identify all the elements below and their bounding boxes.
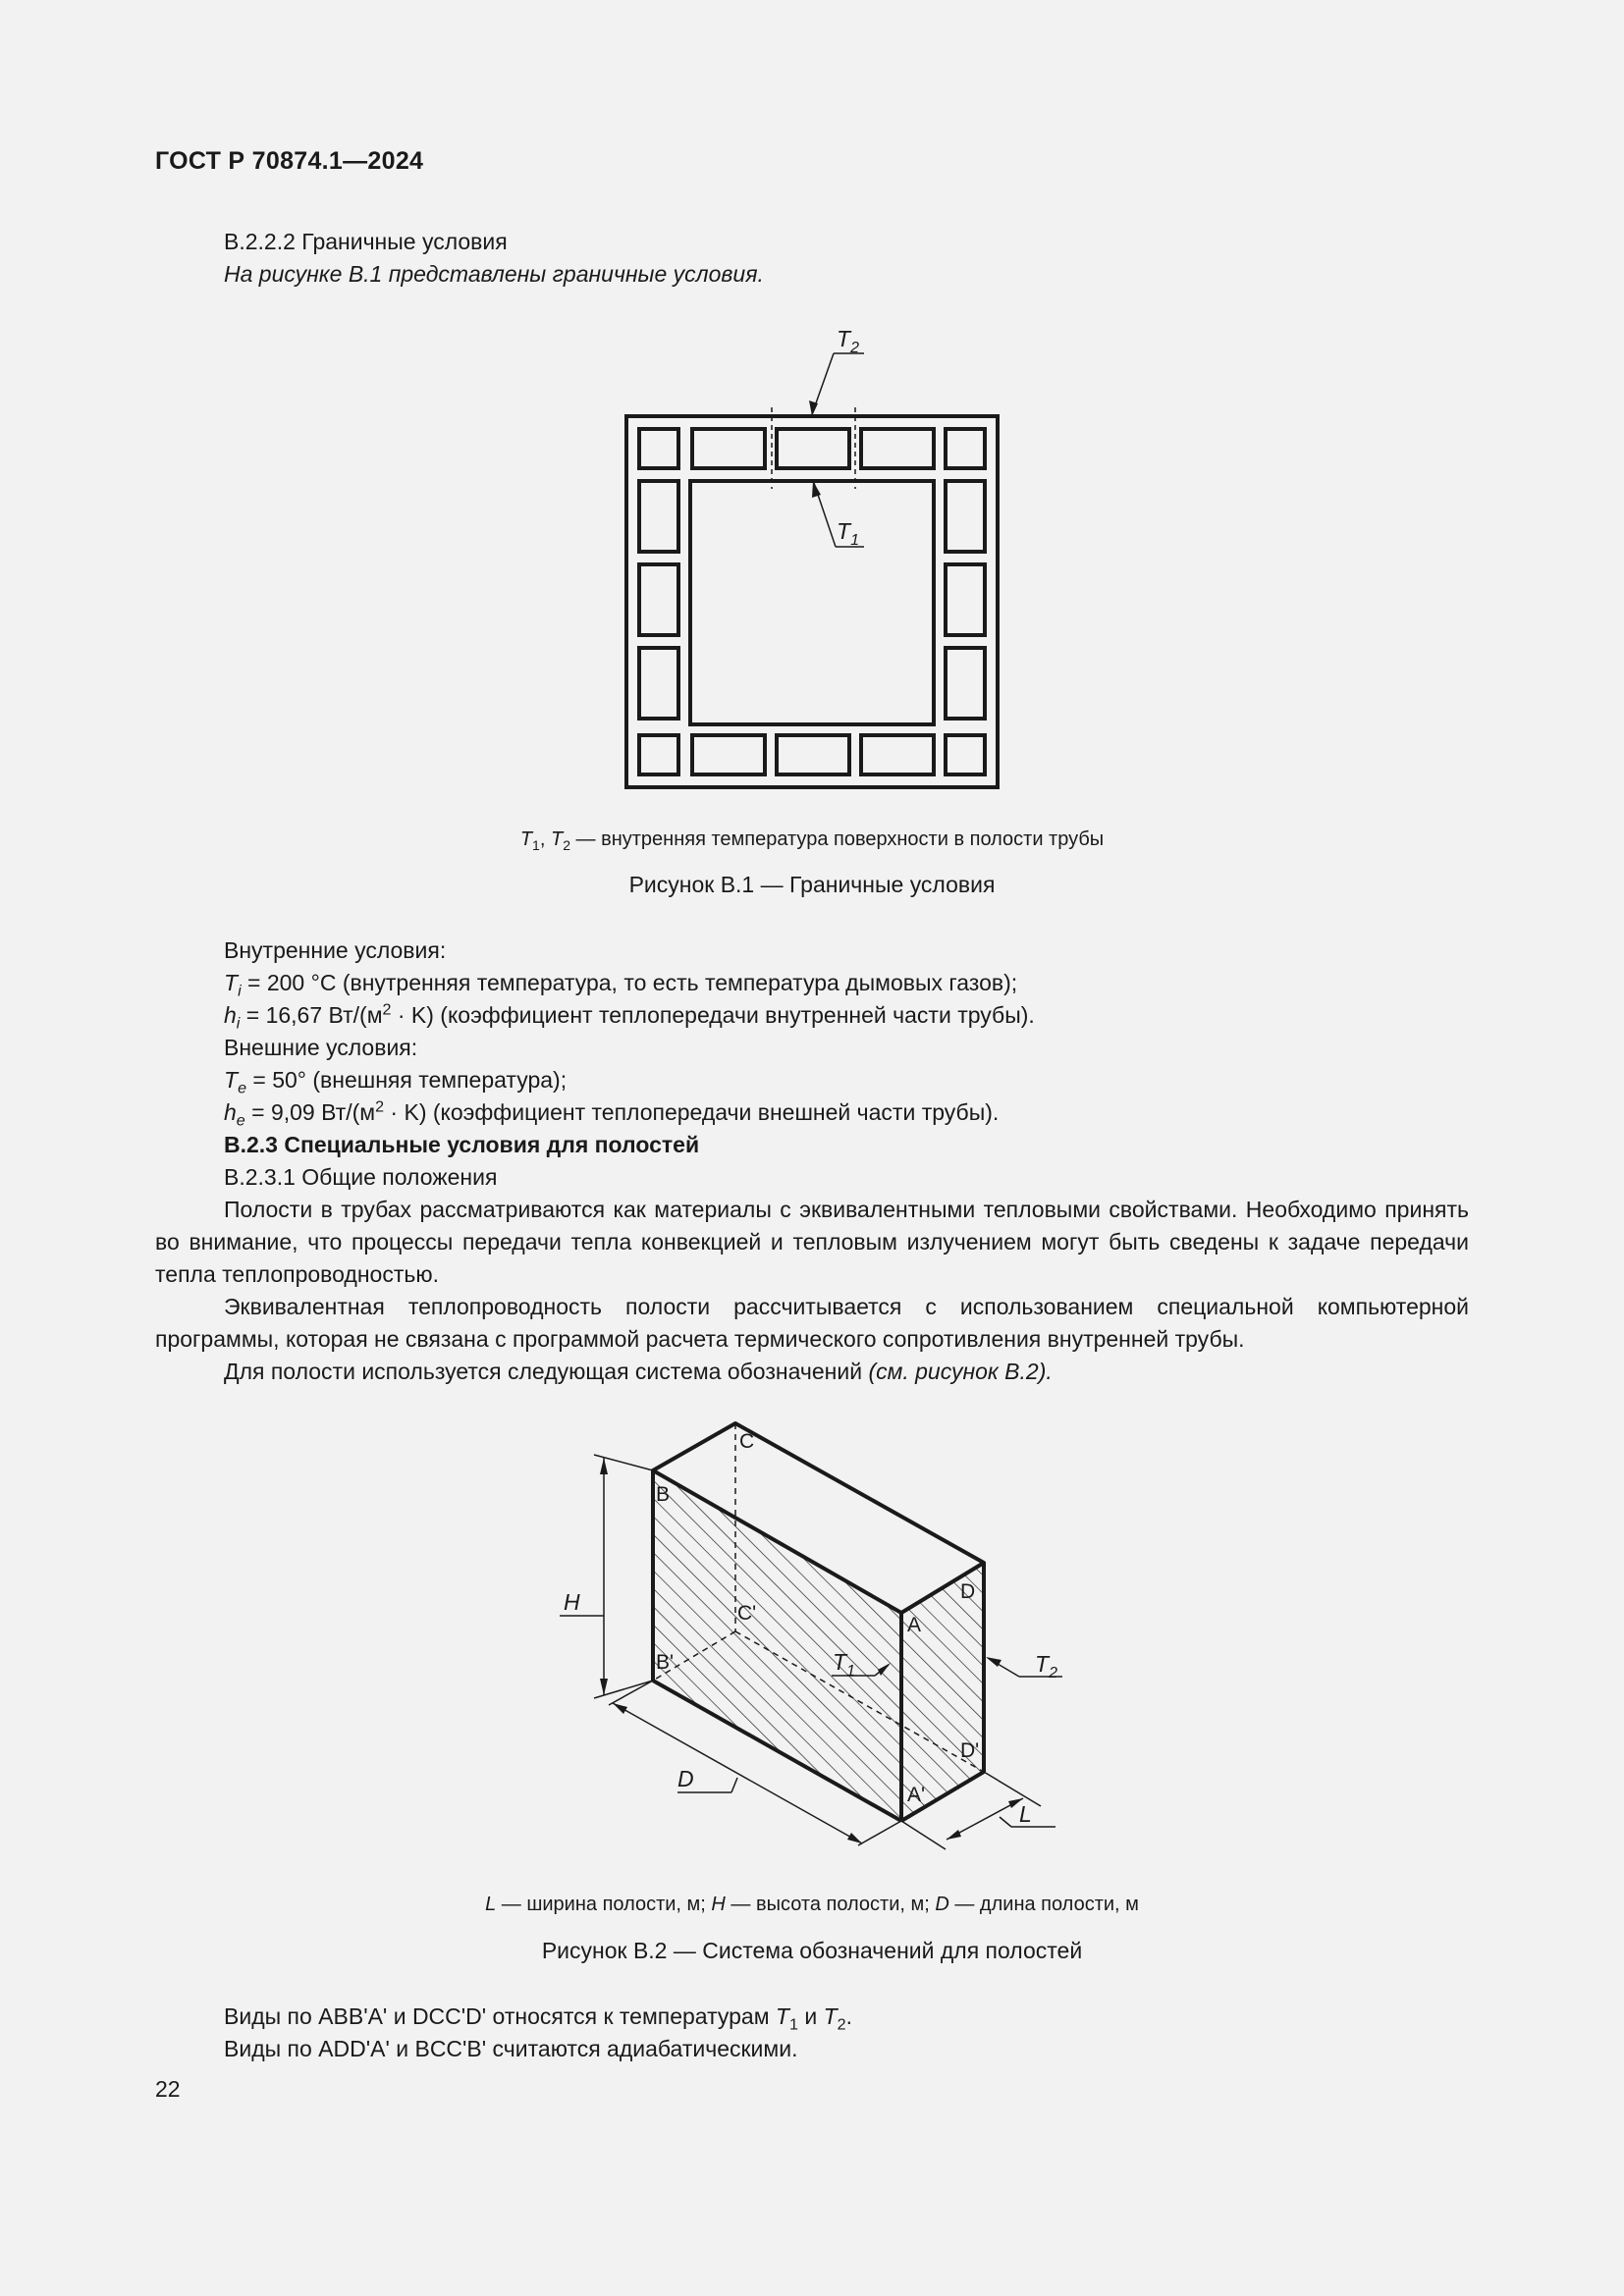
figure-b1-legend: $T_1$, $T_2$ — внутренняя температура поверхности в полости трубы	[519, 828, 1105, 853]
figure-b2-legend: L — ширина полости, м; H — высота полости, м; D — длина полости, м	[485, 1894, 1139, 1915]
svg-text:T1: $T_1$	[833, 1649, 855, 1680]
fig2-t2-label: T	[1035, 1651, 1050, 1677]
paragraph-equivalent-conductivity: Эквивалентная теплопроводность полости рассчитывается с использованием специальной компьютерной программы, которая не связана с программой расчета термического сопротивления внутренней трубы.	[155, 1294, 1469, 1352]
point-c: C	[739, 1430, 755, 1453]
section-intro-b222: На рисунке В.1 представлены граничные условия.	[224, 261, 764, 287]
svg-text:T1: $T_1$	[837, 518, 859, 549]
figure-b2-diagram	[550, 1414, 1080, 1865]
figure-b1-inner-cavity	[690, 481, 934, 724]
page-number: 22	[155, 2076, 181, 2102]
point-b-prime: B'	[656, 1651, 675, 1674]
figure-b1-caption: Рисунок В.1 — Граничные условия	[628, 872, 996, 897]
point-d: D	[960, 1580, 976, 1603]
figure-b1-outer-frame	[626, 416, 998, 787]
section-title-b23: В.2.3 Специальные условия для полостей	[224, 1132, 700, 1157]
point-d-prime: D'	[960, 1739, 980, 1762]
paragraph-notation: Для полости используется следующая система обозначений (см. рисунок В.2).	[224, 1359, 1053, 1384]
closing-line-temperatures: Виды по ABB'A' и DCC'D' относятся к температурам $T_1$ и $T_2$.	[224, 2003, 852, 2034]
section-title-b231: В.2.3.1 Общие положения	[224, 1164, 498, 1190]
inner-conditions-title: Внутренние условия:	[224, 937, 447, 963]
figure-b1-diagram	[589, 314, 1041, 805]
point-a: A	[907, 1614, 922, 1636]
section-title-b222: В.2.2.2 Граничные условия	[224, 229, 508, 254]
ti-condition: $T_i = 200$ °C (внутренняя температура, то есть температура дымовых газов);	[224, 970, 1018, 1000]
figure-b1-t2-label: T	[837, 326, 851, 351]
outer-conditions-title: Внешние условия:	[224, 1035, 418, 1060]
dim-h-label: H	[564, 1589, 580, 1615]
paragraph-cavities: Полости в трубах рассматриваются как материалы с эквивалентными тепловыми свойствами. Необходимо принять во внимание, что процессы передачи тепла конвекцией и тепловым излучением могут быть сведены к задаче передачи тепла теплопроводностью.	[155, 1197, 1469, 1287]
svg-text:T2: $T_2$	[1035, 1651, 1057, 1682]
point-c-prime: C'	[737, 1602, 757, 1625]
point-a-prime: A'	[907, 1784, 926, 1806]
fig2-t1-label: T	[833, 1649, 847, 1675]
figure-b2-caption: Рисунок В.2 — Система обозначений для полостей	[541, 1938, 1083, 1963]
closing-line-adiabatic: Виды по ADD'A' и BCC'B' считаются адиабатическими.	[224, 2036, 798, 2061]
document-header: ГОСТ Р 70874.1—2024	[155, 147, 424, 175]
point-b: B	[656, 1483, 671, 1506]
he-condition: $h_e = 9,09$ $Вт/(м^2 \cdot K)$ (коэффициент теплопередачи внешней части трубы).	[224, 1097, 1000, 1130]
dim-l-label: L	[1019, 1801, 1032, 1827]
te-condition: $T_e = 50^\circ$ (внешняя температура);	[224, 1067, 568, 1097]
dim-d-label: D	[677, 1766, 694, 1791]
hi-condition: $h_i = 16,67$ $Вт/(м^2 \cdot K)$ (коэффициент теплопередачи внутренней части трубы).	[224, 1000, 1035, 1033]
svg-text:T2: $T_2$	[837, 326, 859, 356]
figure-b1-t1-label: T	[837, 518, 851, 544]
